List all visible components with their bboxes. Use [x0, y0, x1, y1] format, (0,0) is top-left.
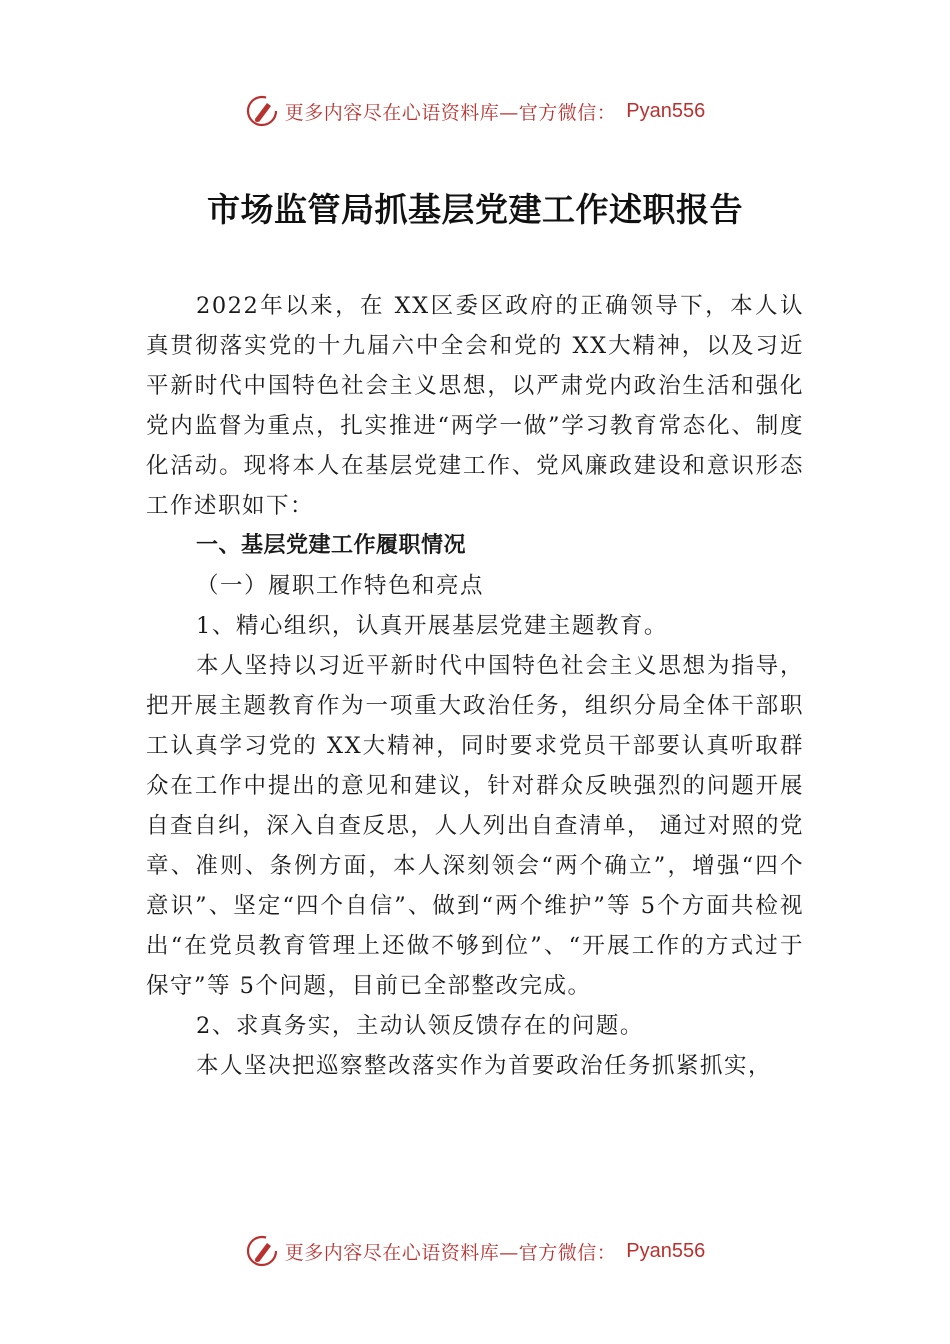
- banner-text: 更多内容尽在心语资料库—官方微信：: [284, 1241, 617, 1264]
- item-heading-1: 1、精心组织，认真开展基层党建主题教育。: [196, 613, 668, 639]
- document-title: 市场监管局抓基层党建工作述职报告: [207, 190, 743, 229]
- item-body-1: 本人坚持以习近平新时代中国特色社会主义思想为指导，把开展主题教育作为一项重大政治任务，组织分局全体干部职工认真学习党的 XX大精神，同时要求党员干部要认真听取群众在工作中提出的意见和建议，针对群众反映强烈的问题开展自查自纠，深入自查反思，人人列出自查清单， 通过对照的党章、准则、条例方面，本人深刻领会“两个确立”，增强“四个意识”、坚定“四个自信”、做到“两个维护”等 5个方面共检视出“在党员教育管理上还做不够到位”、“开展工作的方式过于保守”等 5个问题，目前已全部整改完成。: [146, 653, 804, 999]
- item-heading-2: 2、求真务实，主动认领反馈存在的问题。: [196, 1013, 644, 1039]
- pen-nib-logo-icon: [245, 94, 279, 128]
- pen-nib-logo-icon: [245, 1234, 279, 1268]
- document-body: [146, 286, 804, 1086]
- header-banner: [0, 94, 950, 128]
- banner-wechat-id: Pyan556: [626, 99, 706, 122]
- item-body-2: 本人坚决把巡察整改落实作为首要政治任务抓紧抓实，: [196, 1053, 773, 1079]
- intro-paragraph: 2022年以来，在 XX区委区政府的正确领导下，本人认真贯彻落实党的十九届六中全会和党的 XX大精神，以及习近平新时代中国特色社会主义思想，以严肃党内政治生活和强化党内监督为重点，扎实推进“两学一做”学习教育常态化、制度化活动。现将本人在基层党建工作、党风廉政建设和意识形态工作述职如下：: [146, 293, 804, 519]
- footer-banner: [0, 1234, 950, 1268]
- section-heading: 一、基层党建工作履职情况: [196, 533, 467, 558]
- banner-wechat-id: Pyan556: [626, 1239, 706, 1262]
- banner-text: 更多内容尽在心语资料库—官方微信：: [284, 101, 617, 124]
- subsection-heading: （一）履职工作特色和亮点: [196, 573, 485, 599]
